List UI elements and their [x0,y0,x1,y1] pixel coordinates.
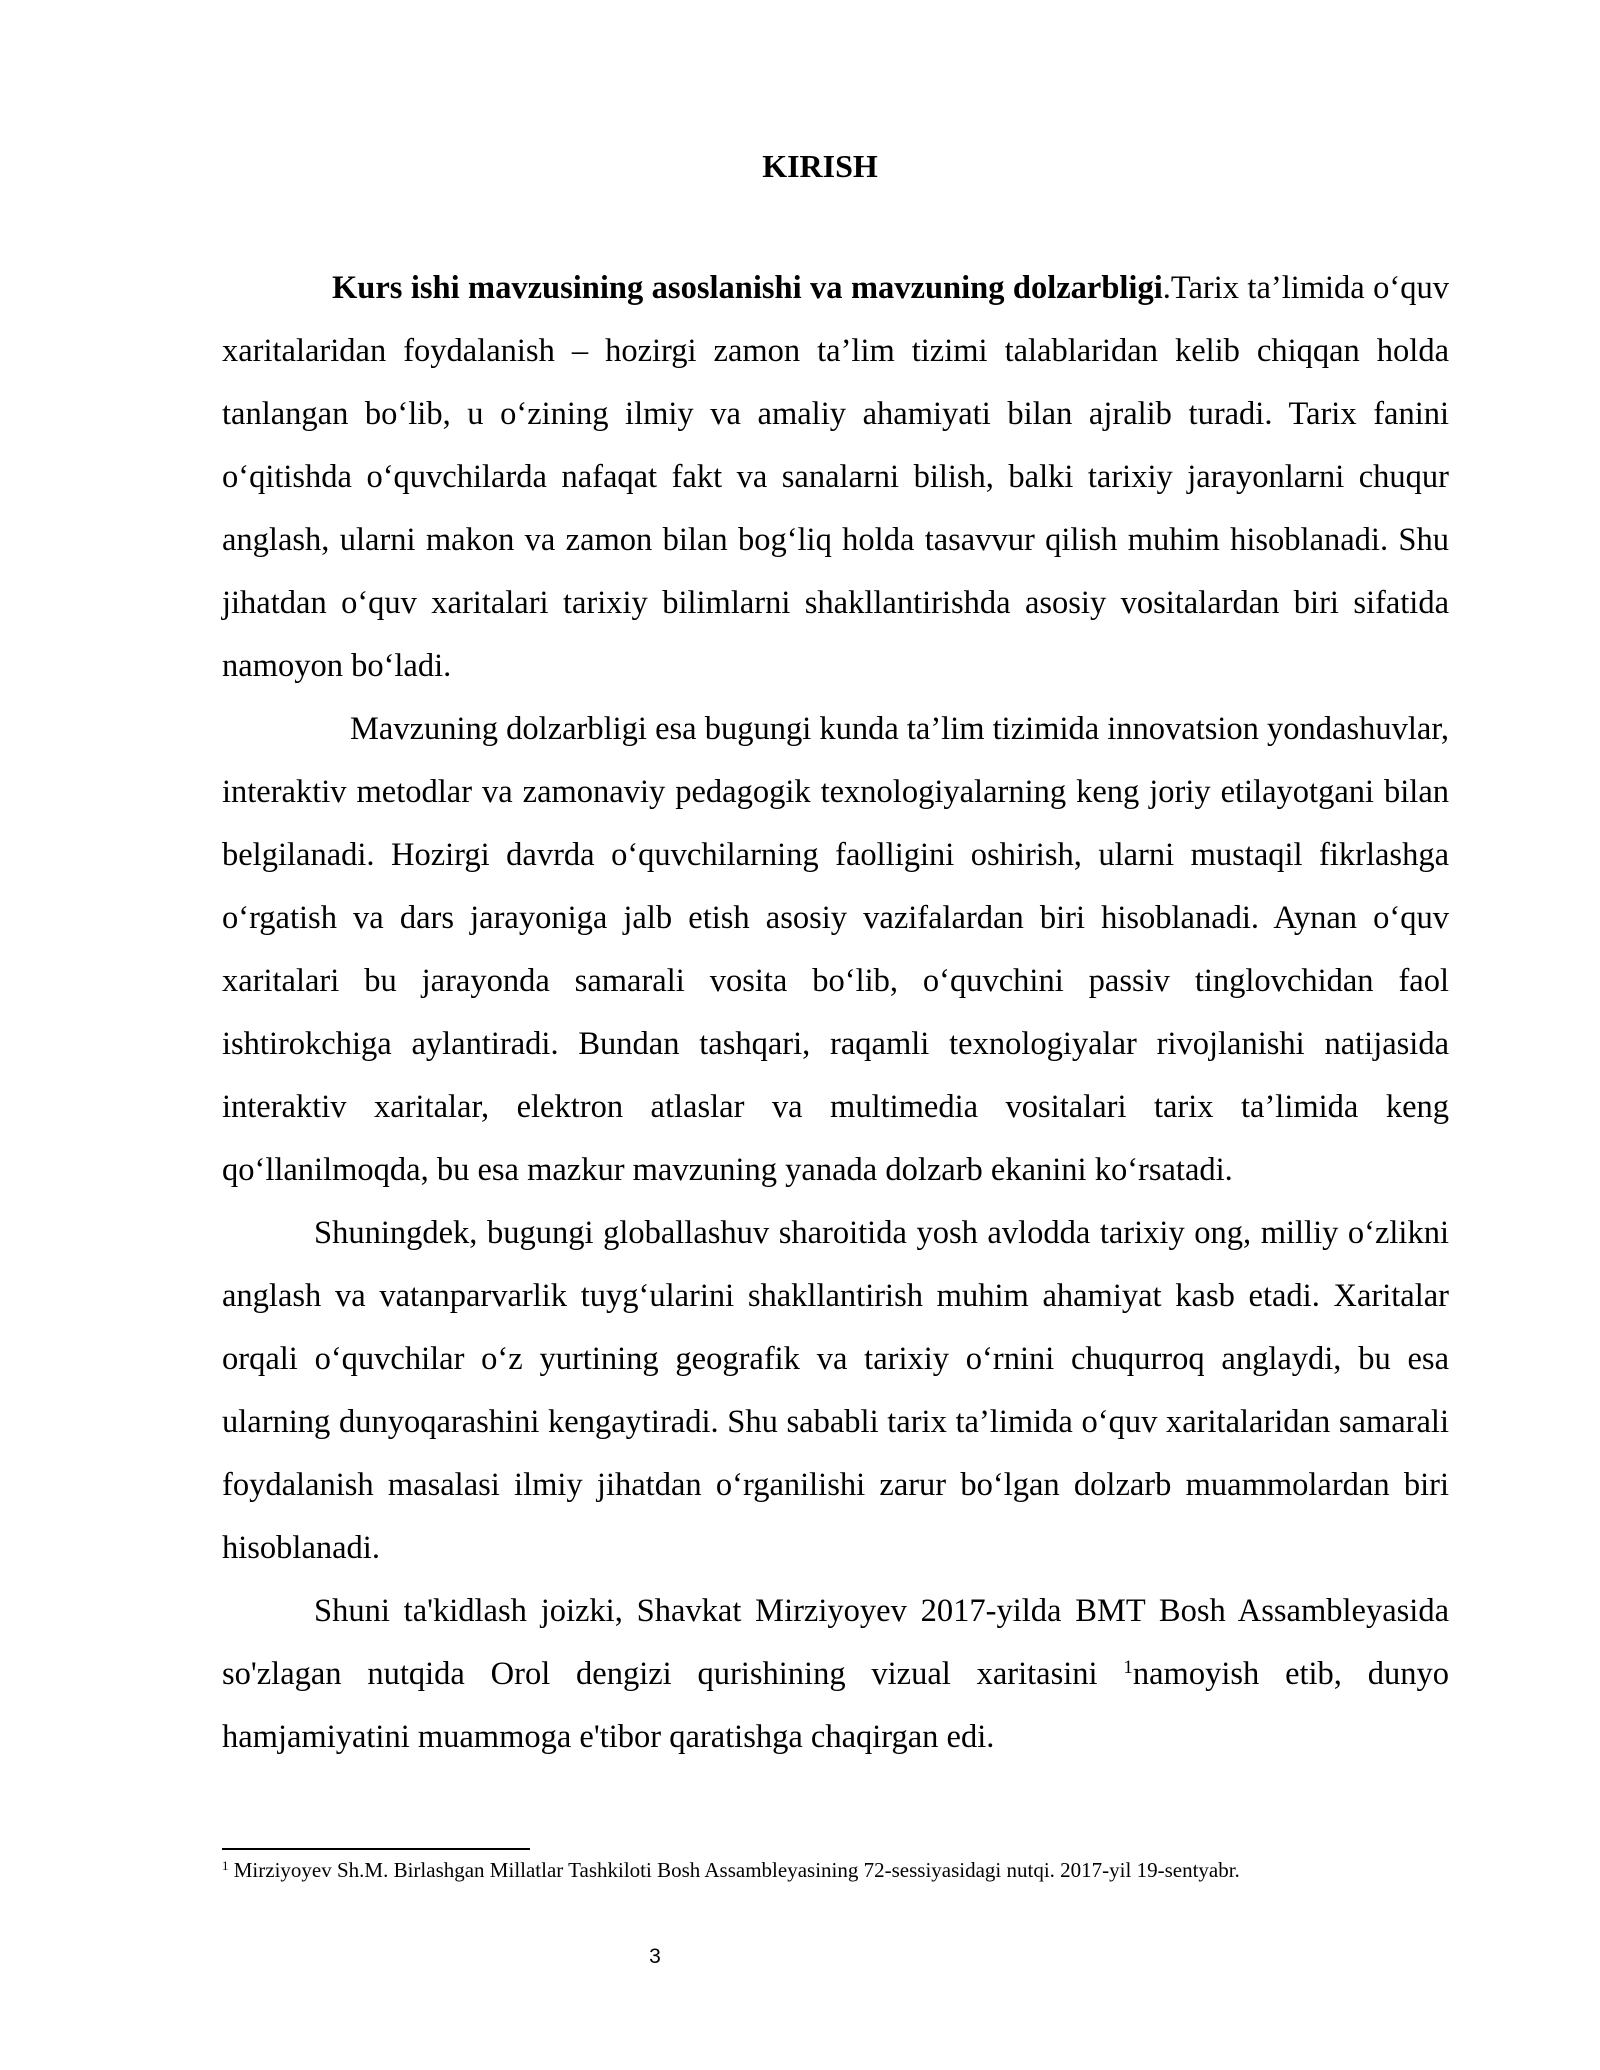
paragraph-text: Shuni ta'kidlash joizki, Shavkat Mirziyoyev 2017-yilda BMT Bosh Assambleyasida so'zlagan nutqida Orol dengizi qurishining vizual xaritasini [222,1593,1449,1692]
paragraph-lead-heading: Kurs ishi mavzusining asoslanishi va mavzuning dolzarbligi [332,270,1163,306]
footnote [222,1856,1452,1884]
paragraph-text: namoyish etib, dunyo hamjamiyatini muammoga e'tibor qaratishga chaqirgan edi. [222,1656,1449,1755]
footnote-mark: 1 [222,1858,229,1873]
footnote-text: Mirziyoyev Sh.M. Birlashgan Millatlar Tashkiloti Bosh Assambleyasining 72-sessiyasidagi nutqi. 2017-yil 19-sentyabr. [228,1858,1240,1882]
paragraph-un-speech [222,1580,1449,1769]
paragraph-text: Mavzuning dolzarbligi esa bugungi kunda ta’lim tizimida innovatsion yondashuvlar, interaktiv metodlar va zamonaviy pedagogik texnologiyalarning keng joriy etilayotgani bilan belgilanadi. Hozirgi davrda o‘quvchilarning faolligini oshirish, ularni mustaqil fikrlashga o‘rgatish va dars jarayoniga jalb etish asosiy vazifalardan biri hisoblanadi. Aynan o‘quv xaritalari bu jarayonda samarali vosita bo‘lib, o‘quvchini passiv tinglovchidan faol ishtirokchiga aylantiradi. Bundan tashqari, raqamli texnologiyalar rivojlanishi natijasida interaktiv xaritalar, elektron atlaslar va multimedia vositalari tarix ta’limida keng qo‘llanilmoqda, bu esa mazkur mavzuning yanada dolzarb ekanini ko‘rsatadi. [222,711,1449,1188]
paragraph-justification [222,257,1449,698]
paragraph-relevance [222,698,1449,1202]
footnote-separator [222,1848,530,1850]
body-text [222,257,1449,1769]
page-title: KIRISH [762,148,878,184]
paragraph-text: Shuningdek, bugungi globallashuv sharoitida yosh avlodda tarixiy ong, milliy o‘zlikni anglash va vatanparvarlik tuyg‘ularini shakllantirish muhim ahamiyat kasb etadi. Xaritalar orqali o‘quvchilar o‘z yurtining geografik va tarixiy o‘rnini chuqurroq anglaydi, bu esa ularning dunyoqarashini kengaytiradi. Shu sababli tarix ta’limida o‘quv xaritalaridan samarali foydalanish masalasi ilmiy jihatdan o‘rganilishi zarur bo‘lgan dolzarb muammolardan biri hisoblanadi. [222,1215,1449,1566]
paragraph-text: .Tarix ta’limida o‘quv xaritalaridan foydalanish – hozirgi zamon ta’lim tizimi talablaridan kelib chiqqan holda tanlangan bo‘lib, u o‘zining ilmiy va amaliy ahamiyati bilan ajralib turadi. Tarix fanini o‘qitishda o‘quvchilarda nafaqat fakt va sanalarni bilish, balki tarixiy jarayonlarni chuqur anglash, ularni makon va zamon bilan bog‘liq holda tasavvur qilish muhim hisoblanadi. Shu jihatdan o‘quv xaritalari tarixiy bilimlarni shakllantirishda asosiy vositalardan biri sifatida namoyon bo‘ladi. [222,270,1449,684]
page-number: 3 [649,1945,661,1968]
paragraph-globalization [222,1202,1449,1580]
footnote-reference[interactable]: 1 [1123,1657,1133,1678]
